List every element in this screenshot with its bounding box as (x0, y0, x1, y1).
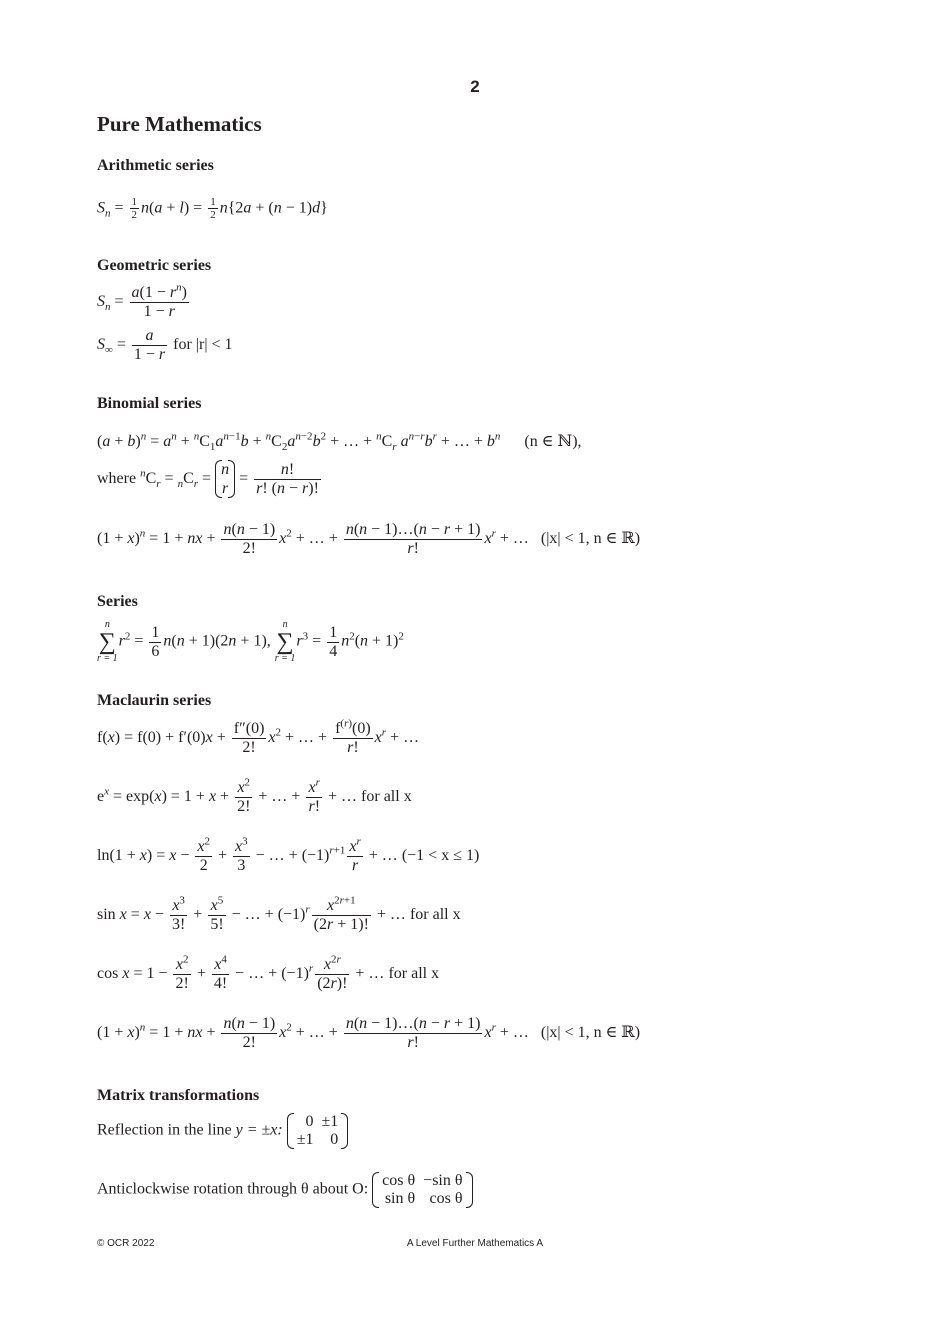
formula-arithmetic-sum: $S_n$ = $\frac{1}{2}$ n(a + l) = $\frac{1}{2}$ n{2a + (n − 1)d} (97, 196, 328, 222)
formula-binomial-expansion: $(a + b)^n = a^n + ^nC_1a^{n-1}b + ^nC_2a^{n-2}b^2$ + … + $^nC_r$ $a^{n-r}b^r$ + … + $b^n$ (n ∈ ℕ), (97, 430, 582, 454)
heading-arithmetic-series: Arithmetic series (97, 157, 214, 174)
footer-copyright: © OCR 2022 (97, 1238, 155, 1249)
formula-cosine: cos x = 1 − $\frac{x^2}{2!}$ + $\frac{x^4}{4!}$ − … + $(-1)^r$ $\frac{x^{2r}}{(2r)!}$ + … for all x (97, 953, 440, 992)
formula-power-sums: n ∑ r = 1 $r^2$ = $\frac{1}{6}$ n(n + 1)(2n + 1), n ∑ r = 1 $r^3$ = $\frac{1}{4}$ $n^2(n + 1)^2$ (97, 619, 404, 664)
formula-binomial-coefficient: where $^nC_r = _nC_r$ = n r = $\frac{n!}{r! (n - r)!}$ (97, 461, 319, 498)
formula-binomial-maclaurin: $(1 + x)^n = 1$ + nx + $\frac{n(n - 1)}{2!}$ $x^2$ + … + $\frac{n(n - 1)\dots(n - r + 1)}{r!}$ $x^r$ + … (|x| < 1, n ∈ ℝ) (97, 1015, 641, 1051)
heading-binomial-series: Binomial series (97, 395, 202, 412)
heading-series: Series (97, 593, 138, 610)
reflection-matrix: 0 ±1 ±1 0 (287, 1113, 349, 1149)
footer-course: A Level Further Mathematics A (406, 1238, 544, 1249)
formula-maclaurin-general: f(x) = f(0) + f′(0)x + $\frac{f''(0)}{2!}$ $x^2$ + … + $\frac{f^{(r)}(0)}{r!}$ $x^r$ + … (97, 717, 420, 756)
formula-binomial-general: $(1 + x)^n = 1$ + nx + $\frac{n(n - 1)}{2!}$ $x^2$ + … + $\frac{n(n - 1)\dots(n - r + 1)}{r!}$ $x^r$ + … (|x| < 1, n ∈ ℝ) (97, 521, 641, 557)
formula-reflection: Reflection in the line y = ±x: 0 ±1 ±1 0 (97, 1113, 348, 1149)
page-number: 2 (470, 77, 480, 96)
heading-matrix-transformations: Matrix transformations (97, 1087, 260, 1104)
page-title: Pure Mathematics (97, 112, 262, 136)
formula-sine: sin x = x − $\frac{x^3}{3!}$ + $\frac{x^5}{5!}$ − … + $(-1)^r$ $\frac{x^{2r+1}}{(2r + 1)!}$ + … for all x (97, 894, 461, 933)
heading-geometric-series: Geometric series (97, 257, 212, 274)
formula-geometric-infinite: $S_\infty$ = $\frac{a}{1 - r}$ for |r| < 1 (97, 327, 233, 363)
formula-exponential: $e^x = \exp(x) = 1 + x$ + $\frac{x^2}{2!}$ + … + $\frac{x^r}{r!}$ + … for all x (97, 776, 412, 815)
heading-maclaurin-series: Maclaurin series (97, 692, 212, 709)
rotation-matrix: cos θ −sin θ sin θ cos θ (372, 1172, 472, 1208)
formula-rotation: Anticlockwise rotation through θ about O: cos θ −sin θ sin θ cos θ (97, 1172, 473, 1208)
formula-geometric-sum: $S_n$ = $\frac{a(1 - r^n)}{1 - r}$ (97, 281, 187, 320)
formula-logarithm: ln(1 + x) = x − $\frac{x^2}{2}$ + $\frac{x^3}{3}$ − … + $(-1)^{r+1}$ $\frac{x^r}{r}$ + … (−1 < x ≤ 1) (97, 835, 480, 874)
